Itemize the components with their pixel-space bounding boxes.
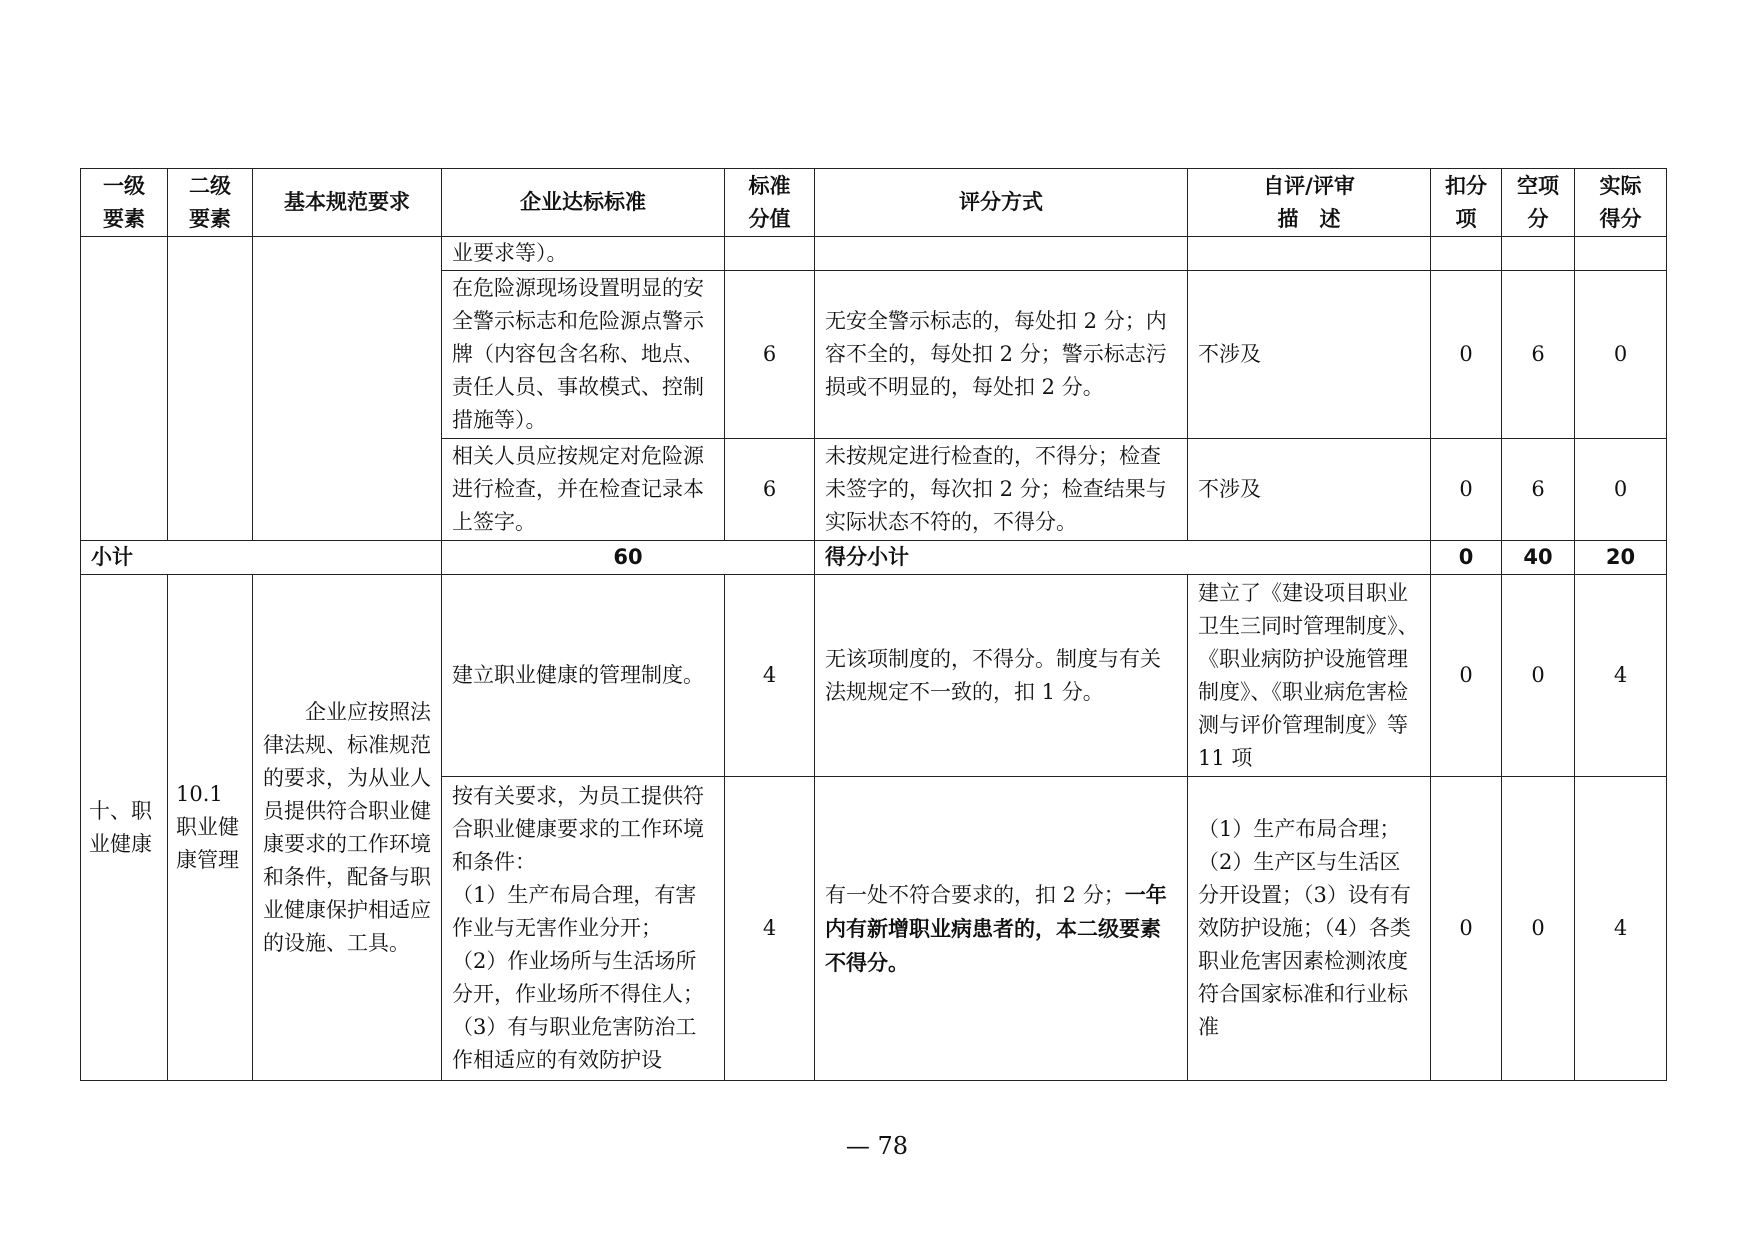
level1-cell-empty — [81, 237, 168, 541]
score-cell: 6 — [725, 271, 815, 439]
subtotal-actual: 20 — [1575, 541, 1667, 575]
desc-cell: （1）生产布局合理；（2）生产区与生活区分开设置；（3）设有有效防护设施；（4）各类职业危害因素检测浓度符合国家标准和行业标准 — [1188, 777, 1431, 1081]
header-scoring-method: 评分方式 — [815, 169, 1188, 237]
subtotal-label: 小计 — [81, 541, 442, 575]
desc-cell: 不涉及 — [1188, 271, 1431, 439]
header-standard-score: 标准 分值 — [725, 169, 815, 237]
method-cell: 无该项制度的，不得分。制度与有关法规规定不一致的，扣 1 分。 — [815, 575, 1188, 777]
header-deduction: 扣分 项 — [1431, 169, 1502, 237]
standard-cell: 业要求等）。 — [442, 237, 725, 271]
method-cell: 未按规定进行检查的，不得分；检查未签字的，每次扣 2 分；检查结果与实际状态不符的，不得分。 — [815, 439, 1188, 541]
header-level2: 二级 要素 — [168, 169, 253, 237]
actual-cell: 0 — [1575, 439, 1667, 541]
table-row — [81, 237, 1667, 271]
header-row — [81, 169, 1667, 237]
desc-cell: 不涉及 — [1188, 439, 1431, 541]
empty-cell: 6 — [1502, 271, 1575, 439]
standard-cell: 相关人员应按规定对危险源进行检查，并在检查记录本上签字。 — [442, 439, 725, 541]
subtotal-score-label: 得分小计 — [815, 541, 1431, 575]
method-normal-text: 有一处不符合要求的，扣 2 分； — [825, 882, 1125, 907]
actual-cell: 4 — [1575, 575, 1667, 777]
evaluation-table — [80, 168, 1667, 1081]
score-cell: 6 — [725, 439, 815, 541]
empty-cell: 0 — [1502, 575, 1575, 777]
deduct-cell: 0 — [1431, 439, 1502, 541]
page-number: — 78 — [845, 1132, 909, 1160]
subtotal-empty: 40 — [1502, 541, 1575, 575]
level2-cell-empty — [168, 237, 253, 541]
method-cell — [815, 777, 1188, 1081]
empty-cell — [1502, 237, 1575, 271]
actual-cell: 4 — [1575, 777, 1667, 1081]
header-enterprise-standard: 企业达标标准 — [442, 169, 725, 237]
basic-cell-empty — [253, 237, 442, 541]
deduct-cell: 0 — [1431, 777, 1502, 1081]
score-cell — [725, 237, 815, 271]
desc-cell — [1188, 237, 1431, 271]
deduct-cell — [1431, 237, 1502, 271]
level1-occupational-health: 十、职业健康 — [81, 575, 168, 1081]
deduct-cell: 0 — [1431, 575, 1502, 777]
header-actual-score: 实际 得分 — [1575, 169, 1667, 237]
standard-cell: 建立职业健康的管理制度。 — [442, 575, 725, 777]
basic-requirement-text: 企业应按照法律法规、标准规范的要求，为从业人员提供符合职业健康要求的工作环境和条件，配备与职业健康保护相适应的设施、工具。 — [253, 575, 442, 1081]
empty-cell: 0 — [1502, 777, 1575, 1081]
standard-cell: 在危险源现场设置明显的安全警示标志和危险源点警示牌（内容包含名称、地点、责任人员、事故模式、控制措施等）。 — [442, 271, 725, 439]
empty-cell: 6 — [1502, 439, 1575, 541]
score-cell: 4 — [725, 777, 815, 1081]
header-self-evaluation: 自评/评审 描 述 — [1188, 169, 1431, 237]
desc-cell: 建立了《建设项目职业卫生三同时管理制度》、《职业病防护设施管理制度》、《职业病危害检测与评价管理制度》等 11 项 — [1188, 575, 1431, 777]
header-level1: 一级 要素 — [81, 169, 168, 237]
header-basic-requirements: 基本规范要求 — [253, 169, 442, 237]
subtotal-standard-total: 60 — [442, 541, 815, 575]
method-cell: 无安全警示标志的，每处扣 2 分；内容不全的，每处扣 2 分；警示标志污损或不明显的，每处扣 2 分。 — [815, 271, 1188, 439]
subtotal-deduct: 0 — [1431, 541, 1502, 575]
deduct-cell: 0 — [1431, 271, 1502, 439]
table-row — [81, 575, 1667, 777]
method-cell — [815, 237, 1188, 271]
level2-occupational-health-mgmt: 10.1 职业健康管理 — [168, 575, 253, 1081]
subtotal-row — [81, 541, 1667, 575]
method-bold-text: 一年内有新增职业病患者的，本二级要素不得分。 — [825, 881, 1167, 975]
header-empty-score: 空项 分 — [1502, 169, 1575, 237]
score-cell: 4 — [725, 575, 815, 777]
standard-cell: 按有关要求，为员工提供符合职业健康要求的工作环境和条件： （1）生产布局合理，有害作业与无害作业分开； （2）作业场所与生活场所分开，作业场所不得住人； （3）有与职业危害防治工作相适应的有效防护设 — [442, 777, 725, 1081]
actual-cell — [1575, 237, 1667, 271]
actual-cell: 0 — [1575, 271, 1667, 439]
